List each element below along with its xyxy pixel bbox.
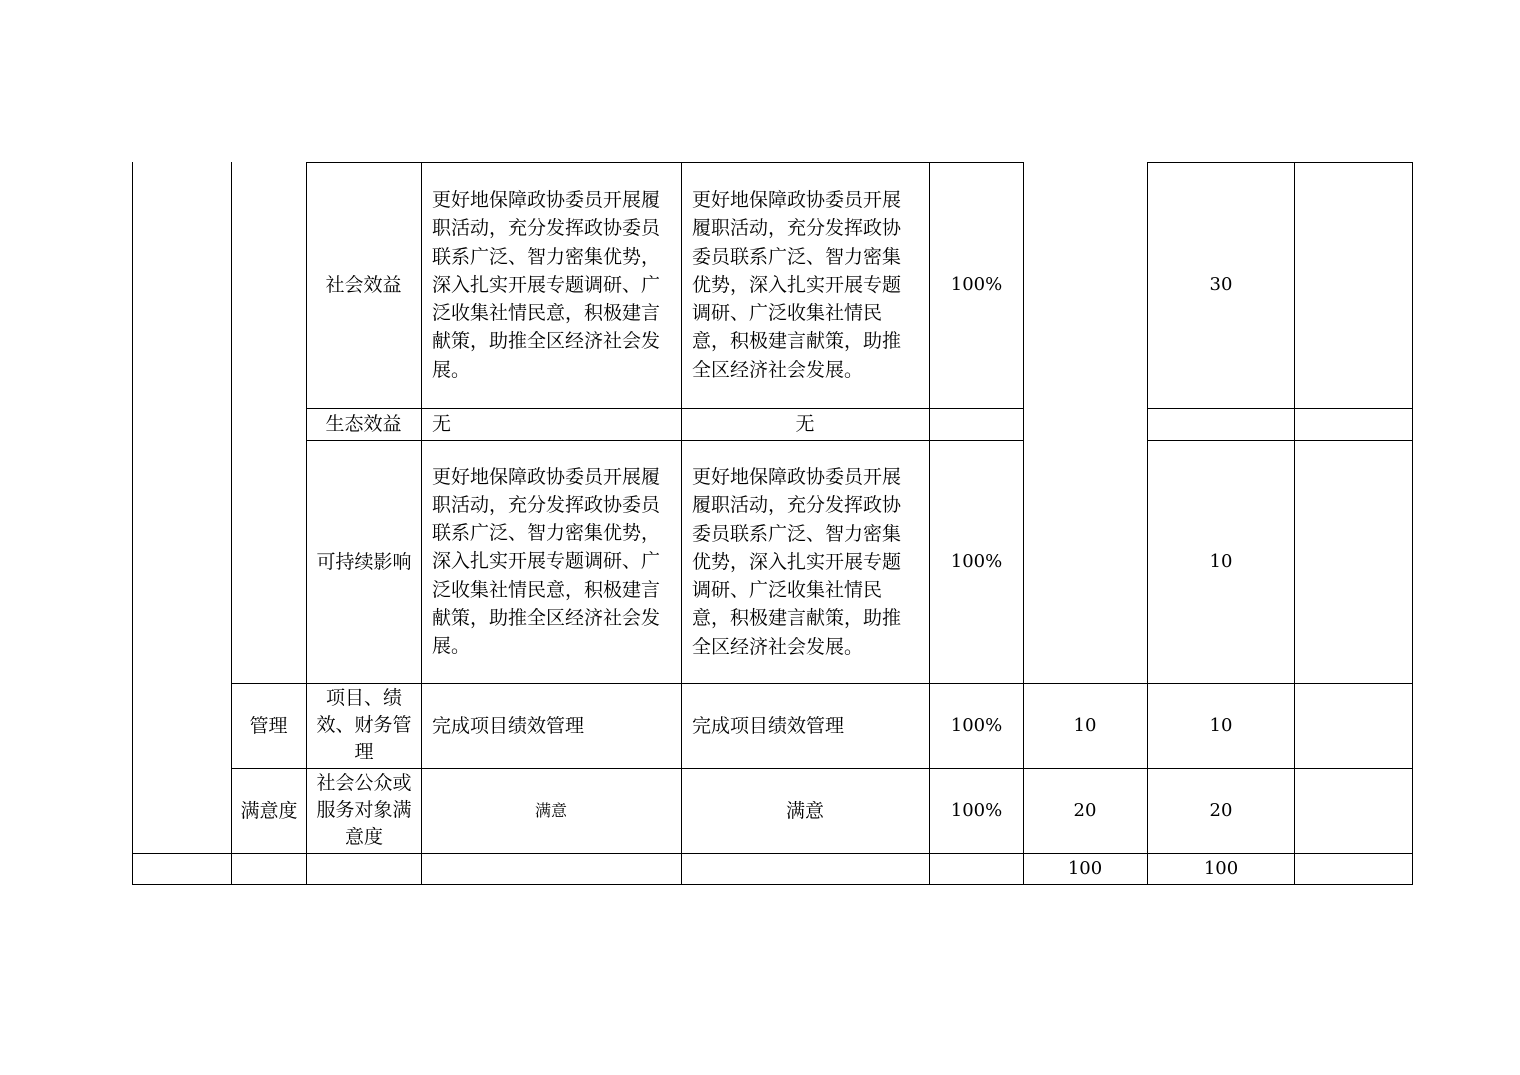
category-cell bbox=[231, 683, 306, 768]
indicator-label: 可持续影响 bbox=[316, 550, 412, 573]
rate-cell bbox=[929, 440, 1024, 683]
actual-text: 更好地保障政协委员开展履职活动，充分发挥政协委员联系广泛、智力密集优势，深入扎实开展专题调研、广泛收集社情民意，积极建言献策，助推全区经济社会发展。 bbox=[692, 189, 902, 381]
actual-cell bbox=[681, 768, 929, 853]
indicator-cell bbox=[306, 162, 421, 408]
rate-cell bbox=[929, 162, 1024, 408]
indicator-label: 生态效益 bbox=[325, 413, 402, 435]
score-value: 30 bbox=[1209, 274, 1233, 295]
category-cell bbox=[240, 768, 298, 853]
actual-text: 更好地保障政协委员开展履职活动，充分发挥政协委员联系广泛、智力密集优势，深入扎实开展专题调研、广泛收集社情民意，积极建言献策，助推全区经济社会发展。 bbox=[692, 466, 902, 658]
target-text: 无 bbox=[432, 413, 452, 435]
score-cell bbox=[1147, 768, 1295, 853]
score-value: 10 bbox=[1209, 714, 1233, 736]
indicator-cell bbox=[314, 768, 414, 853]
indicator-label: 项目、绩效、财务管理 bbox=[316, 687, 412, 763]
completion-rate: 100% bbox=[950, 550, 1003, 572]
score-cell bbox=[1147, 440, 1295, 683]
rate-cell bbox=[929, 683, 1024, 768]
rate-cell bbox=[929, 768, 1024, 853]
total-score-cell bbox=[1147, 853, 1295, 884]
completion-rate: 100% bbox=[950, 274, 1003, 295]
target-text: 更好地保障政协委员开展履职活动，充分发挥政协委员联系广泛、智力密集优势，深入扎实开展专题调研、广泛收集社情民意，积极建言献策，助推全区经济社会发展。 bbox=[432, 189, 661, 381]
category-label: 管理 bbox=[249, 714, 288, 737]
score-cell bbox=[1147, 683, 1295, 768]
actual-cell bbox=[692, 172, 912, 398]
target-text: 更好地保障政协委员开展履职活动，充分发挥政协委员联系广泛、智力密集优势，深入扎实开展专题调研、广泛收集社情民意，积极建言献策，助推全区经济社会发展。 bbox=[432, 465, 661, 657]
target-cell bbox=[432, 683, 672, 768]
target-text: 完成项目绩效管理 bbox=[432, 714, 585, 737]
score-cell bbox=[1147, 162, 1295, 408]
score-value: 20 bbox=[1209, 799, 1233, 821]
completion-rate: 100% bbox=[950, 799, 1003, 821]
total-weight: 100 bbox=[1067, 857, 1103, 879]
weight-cell bbox=[1023, 768, 1147, 853]
actual-text: 完成项目绩效管理 bbox=[692, 714, 845, 737]
weight-cell bbox=[1023, 683, 1147, 768]
indicator-cell bbox=[306, 408, 421, 440]
actual-cell bbox=[692, 448, 912, 676]
indicator-label: 社会公众或服务对象满意度 bbox=[316, 772, 412, 848]
target-cell bbox=[421, 768, 681, 853]
indicator-cell bbox=[314, 683, 414, 768]
target-cell bbox=[432, 440, 672, 683]
total-weight-cell bbox=[1023, 853, 1147, 884]
indicator-cell bbox=[316, 440, 412, 683]
actual-cell bbox=[681, 408, 929, 440]
category-label: 满意度 bbox=[240, 799, 298, 822]
indicator-label: 社会效益 bbox=[325, 274, 402, 296]
score-value: 10 bbox=[1209, 550, 1233, 572]
weight-value: 20 bbox=[1073, 799, 1097, 821]
total-score: 100 bbox=[1203, 857, 1239, 879]
target-text: 满意 bbox=[534, 800, 567, 820]
actual-cell bbox=[692, 683, 922, 768]
actual-text: 无 bbox=[795, 413, 815, 435]
actual-text: 满意 bbox=[785, 799, 824, 822]
target-cell bbox=[432, 408, 672, 440]
weight-value: 10 bbox=[1073, 714, 1097, 736]
target-cell bbox=[432, 162, 672, 408]
completion-rate: 100% bbox=[950, 714, 1003, 736]
